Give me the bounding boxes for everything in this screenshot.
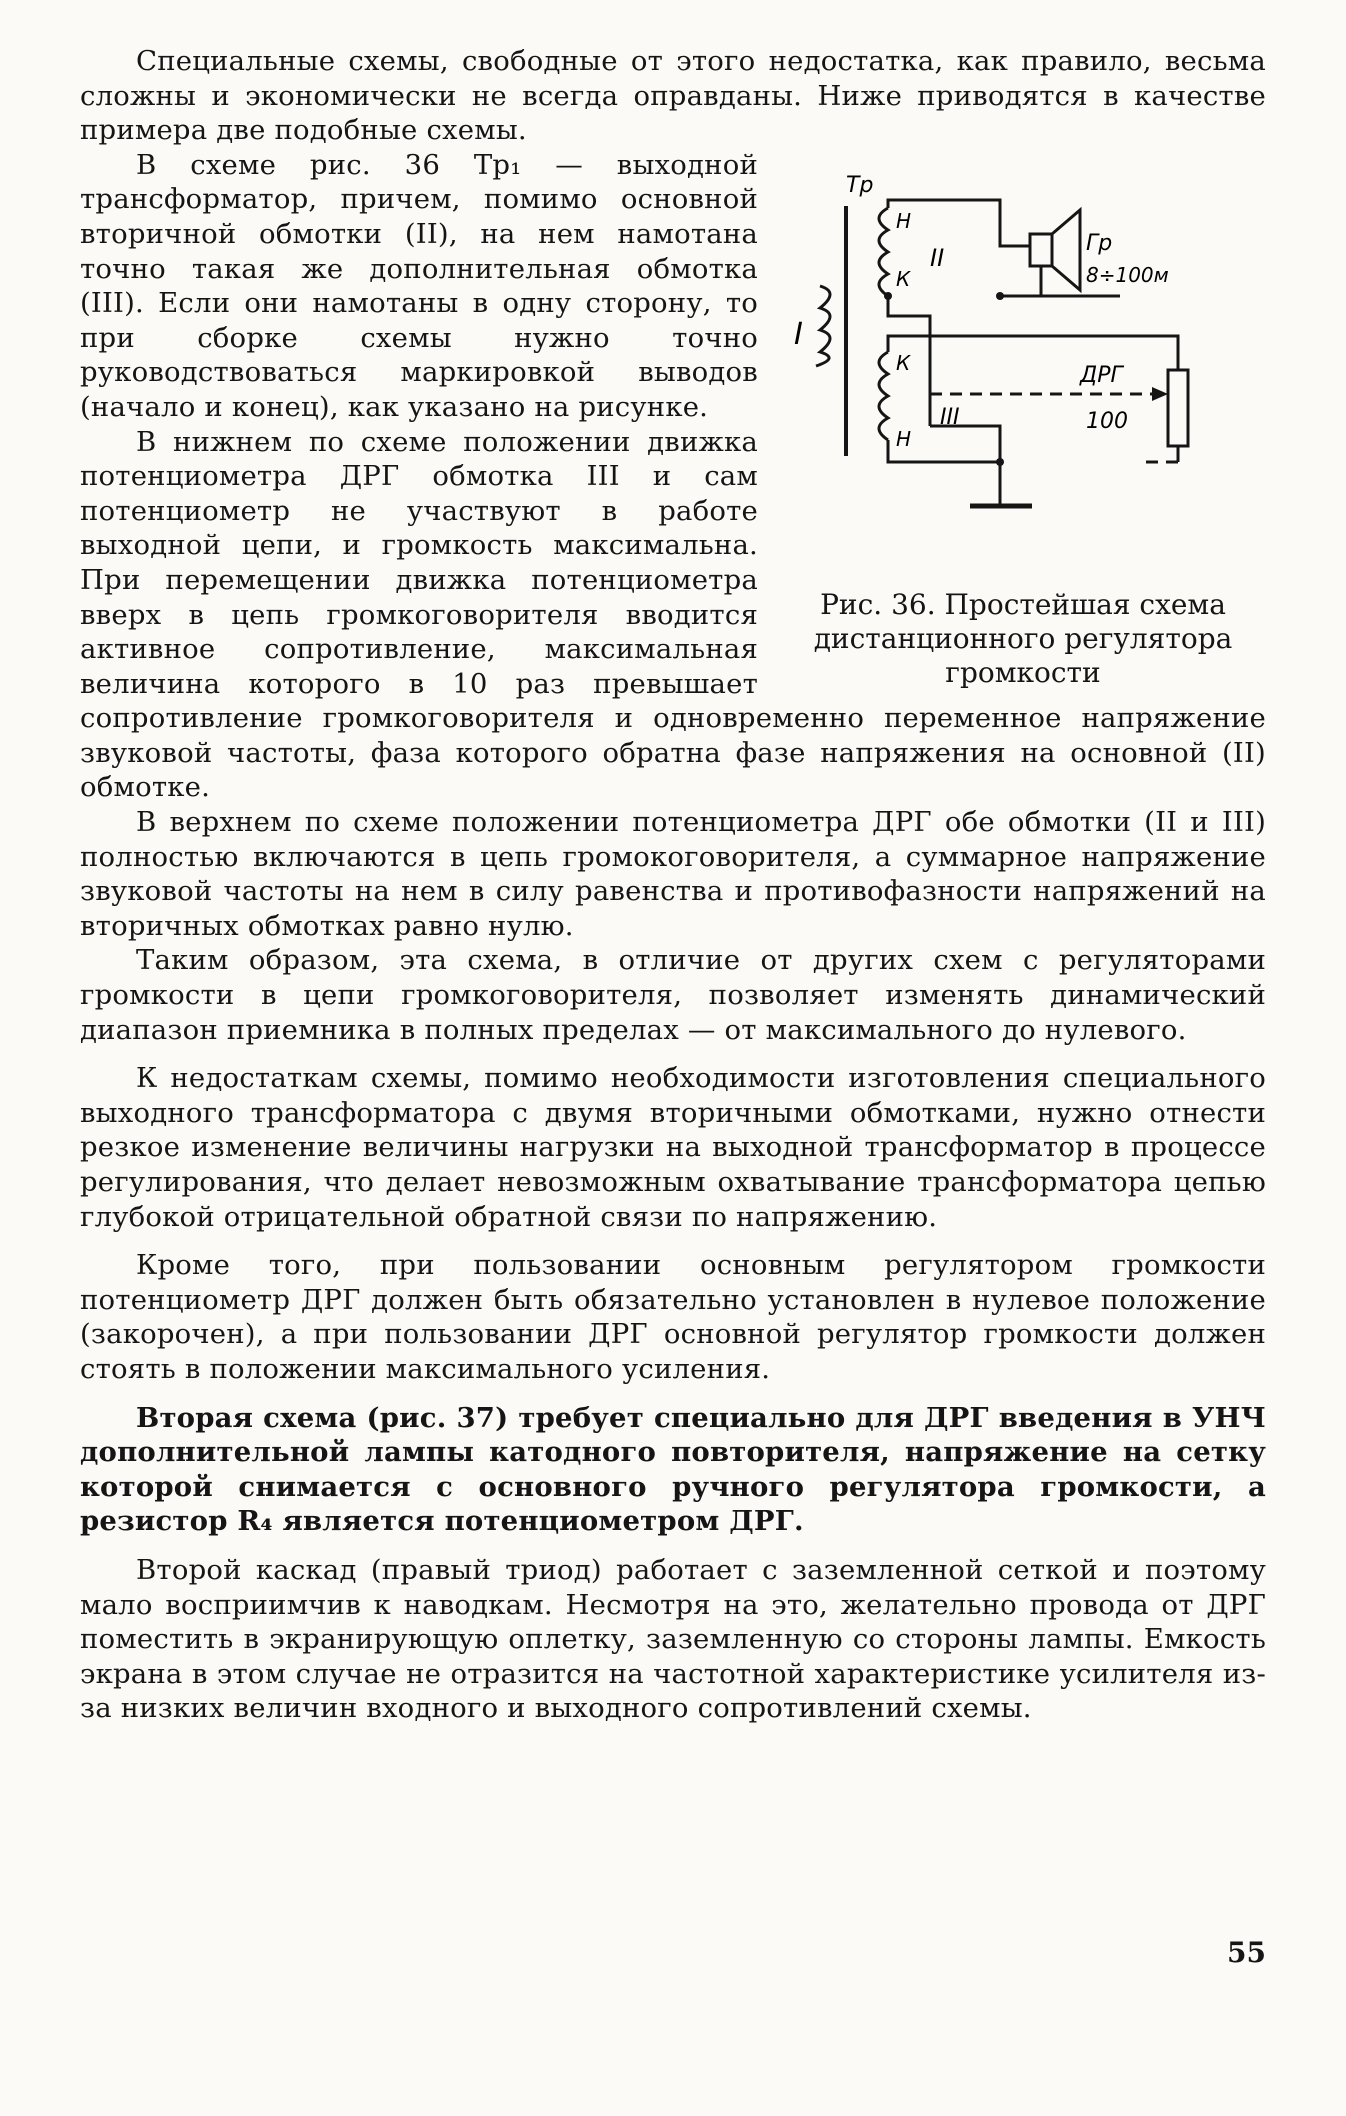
label-end-bottom: К <box>896 350 911 375</box>
label-speaker: Гр <box>1086 230 1113 256</box>
label-drg: ДРГ <box>1080 362 1123 388</box>
label-winding-2: II <box>930 243 945 272</box>
label-tr: Тр <box>846 172 874 198</box>
figure-36 <box>780 156 1266 690</box>
page-body <box>80 44 1266 1726</box>
label-winding-3: III <box>940 404 960 430</box>
paragraph: Таким образом, эта схема, в отличие от других схем с регуляторами громкости в цепи громкоговорителя, позволяет изменять динамический диапазон приемника в полных пределах — от максимального до нулевого. <box>80 944 1266 1046</box>
figure-caption: Рис. 36. Простейшая схема дистанционного регулятора громкости <box>813 587 1233 689</box>
paragraph: В нижнем по схеме положении движка потенциометра ДРГ обмотка III и сам потенциометр не участвуют в работе выходной цепи, и громкость максимальна. При перемещении движка потенциометра вверх в цепь громкоговорителя вводится активное сопротивление, максимальная величина которого в 10 раз превышает сопротивление громкоговорителя и одновременно переменное напряжение звуковой частоты, фаза которого обратна фазе напряжения на основной (II) обмотке. <box>80 425 1266 804</box>
paragraph: Второй каскад (правый триод) работает с заземленной сеткой и поэтому мало восприимчив к наводкам. Несмотря на это, желательно провода от ДРГ поместить в экранирующую оплетку, заземленную со стороны лампы. Емкость экрана в этом случае не отразится на частотной характеристике усилителя из-за низких величин входного и выходного сопротивлений схемы. <box>80 1553 1266 1725</box>
paragraph: Вторая схема (рис. 37) требует специально для ДРГ введения в УНЧ дополнительной лампы катодного повторителя, напряжение на сетку которой снимается с основного ручного регулятора громкости, а резистор R₄ является потенциометром ДРГ. <box>80 1401 1266 1538</box>
label-start-bottom: Н <box>896 426 912 451</box>
label-end-top: К <box>896 266 911 291</box>
circuit-diagram <box>780 156 1266 576</box>
label-start-top: Н <box>896 208 912 233</box>
page-number: 55 <box>1227 1936 1266 1969</box>
paragraph: К недостаткам схемы, помимо необходимости изготовления специального выходного трансформатора с двумя вторичными обмотками, нужно отнести резкое изменение величины нагрузки на выходной трансформатор в процессе регулирования, что делает невозможным охватывание трансформатора цепью глубокой отрицательной обратной связи по напряжению. <box>80 1062 1266 1233</box>
paragraph: В схеме рис. 36 Тр₁ — выходной трансформатор, причем, помимо основной вторичной обмотки (II), на нем намотана точно такая же дополнительная обмотка (III). Если они намотаны в одну сторону, то при сборке схемы нужно точно руководствоваться маркировкой выводов (начало и конец), как указано на рисунке. <box>80 148 758 423</box>
label-primary: I <box>794 316 803 352</box>
paragraph: Кроме того, при пользовании основным регулятором громкости потенциометр ДРГ должен быть обязательно установлен в нулевое положение (закорочен), а при пользовании ДРГ основной регулятор громкости должен стоять в положении максимального усиления. <box>80 1249 1266 1385</box>
paragraph: Специальные схемы, свободные от этого недостатка, как правило, весьма сложны и экономически не всегда оправданы. Ниже приводятся в качестве примера две подобные схемы. <box>80 45 1266 147</box>
label-drg-value: 100 <box>1086 408 1128 434</box>
label-speaker-value: 8÷100м <box>1086 262 1169 287</box>
paragraph: В верхнем по схеме положении потенциометра ДРГ обе обмотки (II и III) полностью включаются в цепь громокоговорителя, а суммарное напряжение звуковой частоты на нем в силу равенства и противофазности напряжений на вторичных обмотках равно нулю. <box>80 806 1266 942</box>
